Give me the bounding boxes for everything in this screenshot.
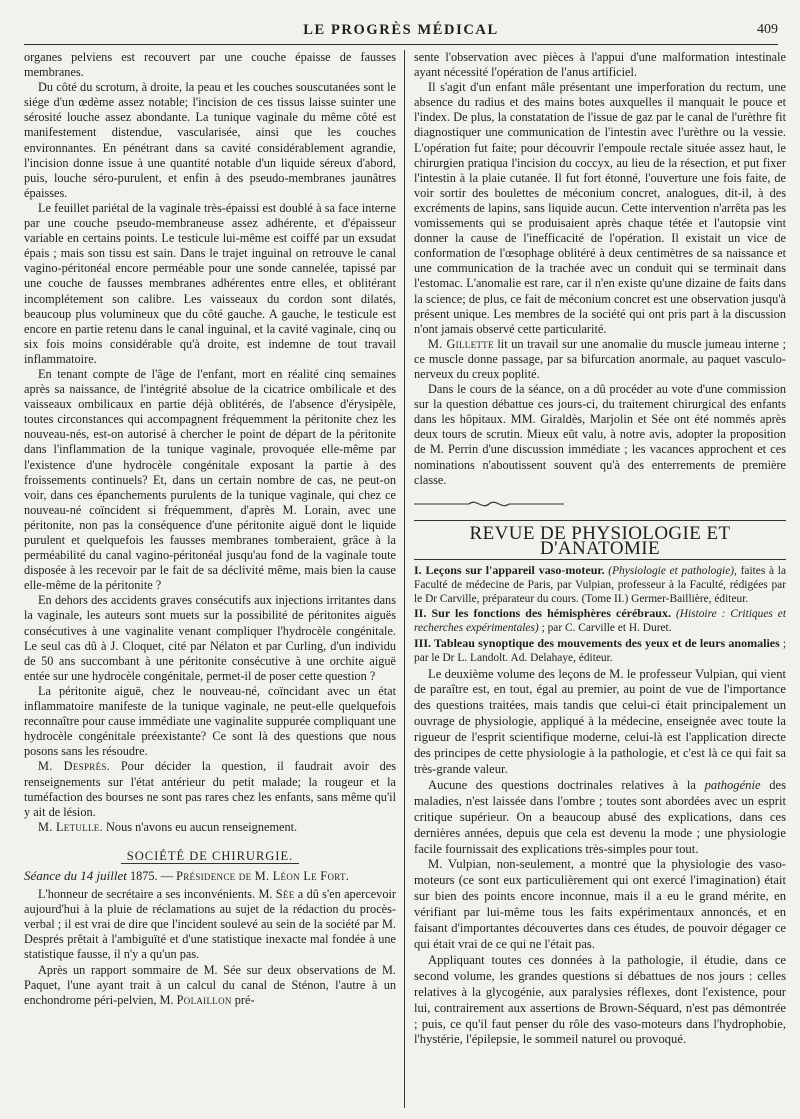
book-subtitle: (Histoire : Critiques et recherches expérimentales) — [414, 608, 786, 635]
paragraph: Le feuillet pariétal de la vaginale très-épaissi est doublé à sa face interne par une couche pseudo-membraneuse assez adhérente, et d'épaisseur variable en certains points. Le testicule lui-même est coiffé par un exsudat épais ; mais son tissu est sain. Dans le trajet inguinal on retrouve le canal vagino-péritonéal encore perméable pour une sonde cannelée, tapissé par une couche de fausses membranes adhérentes entre elles, et oblitérant incomplétement son calibre. Les vaisseaux du cordon sont dilatés, beaucoup plus volumineux que du côté gauche. A gauche, le testicule est encore en partie retenu dans le canal inguinal, et la cavité vaginale, cinq ou six fois moins considérable qu'à droite, est indemne de tout travail inflammatoire. — [24, 200, 396, 366]
paragraph: Appliquant toutes ces données à la pathologie, il étudie, dans ce second volume, les grandes questions si débattues de nos jours : celles relatives à la glycogénie, aux paralysies réflexes, dont l'existence, pour lui, contrairement aux assertions de Brown-Séquard, n'est pas démontrée ; puis, ce qu'il faut penser du rôle des vaso-moteurs dans l'hydrophobie, l'hystérie, l'épilepsie, le sommeil naturel ou provoqué. — [414, 952, 786, 1047]
section-title-text: SOCIÉTÉ DE CHIRURGIE. — [121, 849, 299, 864]
paragraph: La péritonite aiguë, chez le nouveau-né, coïncidant avec un état inflammatoire manifeste de la tunique vaginale, ne peut-elle quelquefois reconnaître pour cause immédiate une vaginalite suppurée compliquant une hydrocèle congénitale préexistante? Ce sont là des questions que nous posons sans les résoudre. — [24, 683, 396, 759]
seance-presidence: Présidence de M. Léon Le Fort. — [176, 868, 350, 883]
paragraph: En dehors des accidents graves consécutifs aux injections irritantes dans la vaginale, les auteurs sont muets sur la possibilité de péritonites aiguës consécutives à une vaginalite venant compliquer l'hydrocèle congénitale. Le seul cas dû à J. Cloquet, cité par Nélaton et par Curling, d'un individu de 50 ans succombant à une péritonite consécutive à une orchite aiguë entée sur une hydrocèle congénitale, permet-il de poser cette question ? — [24, 593, 396, 683]
paragraph: En tenant compte de l'âge de l'enfant, mort en réalité cinq semaines après sa naissance, de l'intégrité absolue de la cicatrice ombilicale et des vaisseaux ombilicaux en partie déjà oblitérés, de l'absence d'érysipèle, toutes circonstances qui accompagnent fréquemment la péritonite chez les nouveau-nés, est-on autorisé à chercher le point de départ de la péritonite dans l'inflammation de la tunique vaginale, provoquée elle-même par l'existence d'une hydrocèle congénitale exposant la partie à des froissements continuels? Et, dans un certain nombre de cas, ne peut-on voir, dans ces épanchements purulents de la tunique vaginale, qui chez ce nouveau-né coïncident si fréquemment, d'après M. Lorain, avec une péritonite, non pas la conséquence d'une péritonite aiguë dont le liquide purulent et quelquefois les fausses membranes tomberaient, grâce à la perméabilité du canal vagino-péritonéal jusqu'au fond de la vaginale toute disposée à les recevoir par le fait de sa déclivité même, mais bien la cause elle-même de la péritonite ? — [24, 366, 396, 593]
page-number: 409 — [757, 22, 778, 37]
decorative-ornament-icon — [414, 498, 564, 510]
book-title: II. Sur les fonctions des hémisphères cérébraux. — [414, 606, 671, 621]
paragraph: organes pelviens est recouvert par une couche épaisse de fausses membranes. — [24, 50, 396, 80]
paragraph: Dans le cours de la séance, on a dû procéder au vote d'une commission sur la question débattue ces jours-ci, du traitement chirurgical des enfants dans les hôpitaux. MM. Giraldès, Marjolin et Sée ont été nommés après deux tours de scrutin. Mieux eût valu, à notre avis, adopter la proposition de M. Perrin d'une discussion immédiate ; les vacances approchent et ces nominations n'aboutissent souvent qu'à des enterrements de première classe. — [414, 382, 786, 487]
speaker-text: Pour décider la question, il faudrait avoir des renseignements sur l'état antérieur du petit malade; la rougeur et la tuméfaction des bourses ne sont pas rares chez les enfants, sans même qu'il y ait de lésion. — [24, 759, 396, 819]
left-column — [24, 50, 396, 1110]
speaker-name: M. Gillette — [428, 336, 494, 351]
paragraph: Du côté du scrotum, à droite, la peau et les couches souscutanées sont le siége d'un œdème assez notable; l'incision de ces tissus laisse suinter une sérosité louche assez abondante. La tunique vaginale du même côté est manifestement distendue, vascularisée, ainsi que les couches environnantes. En pénétrant dans sa cavité considérablement agrandie, l'incision donne issue à une quantité notable d'un liquide séreux d'abord, puis, louche séro-purulent, et enfin à des pseudo-membranes jaunâtres épaisses. — [24, 80, 396, 200]
running-header — [24, 22, 778, 45]
journal-title: LE PROGRÈS MÉDICAL — [303, 22, 499, 38]
speaker-name: M. Després. — [38, 759, 111, 774]
paragraph: Le deuxième volume des leçons de M. le professeur Vulpian, qui vient de paraître est, en tout, égal au premier, au point de vue de l'importance des questions traitées, mais tandis que celui-ci était principalement un ouvrage de physiologie, appliqué à la médecine, enseignée avec toute la rigueur de l'esprit scientifique moderne, celui-là est l'application directe des principes de cette physiologie à la pathologie, et c'est là ce qui fait sa très-grande valeur. — [414, 666, 786, 777]
speaker-name: Polaillon — [176, 992, 232, 1007]
book-details: faites à la Faculté de médecine de Paris, par Vulpian, professeur à la Faculté, rédigées par le Dr Carville, préparateur du cours. (Tome II.) Germer-Baillière, éditeur. — [414, 565, 786, 605]
seance-date: Séance du 14 juillet — [24, 867, 127, 883]
text-run: Après un rapport sommaire de M. Sée sur deux observations de M. Paquet, l'une ayant trait à un calcul du canal de Sténon, l'autre à un enchondrome péri-pelvien, M. — [24, 962, 396, 1007]
paragraph: sente l'observation avec pièces à l'appui d'une malformation intestinale ayant nécessité l'opération de l'anus artificiel. — [414, 50, 786, 80]
paragraph — [414, 337, 786, 382]
paragraph — [24, 759, 396, 819]
text-run: Aucune des questions doctrinales relatives à la — [428, 777, 705, 792]
paragraph: Il s'agit d'un enfant mâle présentant une imperforation du rectum, une absence du radius et des mains botes auxquelles il manquait le pouce et l'index. De plus, la constatation de l'issue de gaz par le canal de l'urèthre fit diagnostiquer une communication de l'intestin avec l'urèthre ou la vessie. L'opération fut faite; pour découvrir l'empoule rectale située assez haut, le chirurgien pratiqua l'incision du coccyx, au lieu de la résection, et put fixer l'intestin à la plaie cutanée. Il fut fort étonné, l'ouverture une fois faite, de voir sortir des boulettes de méconium concret, analogues, dit-il, à des excréments de lapins, sans liquide aucun. Cette intervention n'arrêta pas les vomissements qui se produisaient après chaque tétée et l'autopsie vint donner la cause de l'inefficacité de l'opération. Il existait un vice de conformation de l'œsophage oblitéré à deux centimètres de sa naissance et une communication de la trachée avec un conduit qui se terminait dans l'estomac. L'anomalie est rare, car il n'en existe qu'une dizaine de faits dans la science; de plus, ce fait de méconium concret est une observation jusqu'à présent unique. Les membres de la société qui ont pris part à la discussion n'ont jamais observé cette particularité. — [414, 80, 786, 336]
speaker-text: lit un travail sur une anomalie du muscle jumeau interne ; ce muscle donne passage, par sa bifurcation anormale, au paquet vasculo-nerveux du creux poplité. — [414, 336, 786, 381]
speaker-name: Sée — [275, 887, 295, 902]
book-entry — [414, 637, 786, 666]
text-run: L'honneur de secrétaire a ses inconvénients. M. — [38, 887, 276, 902]
paragraph — [24, 887, 396, 962]
speaker-name: M. Letulle. — [38, 819, 103, 834]
seance-year: 1875. — — [126, 868, 177, 883]
book-details: ; par C. Carville et H. Duret. — [538, 622, 672, 635]
two-column-body — [20, 50, 784, 1110]
book-title: III. Tableau synoptique des mouvements des yeux et de leurs anomalies — [414, 635, 780, 650]
speaker-text: Nous n'avons eu aucun renseignement. — [102, 819, 298, 834]
italic-term: pathogénie — [704, 777, 761, 792]
column-divider — [404, 50, 405, 1108]
paragraph — [414, 778, 786, 858]
book-entry — [414, 607, 786, 636]
book-entry — [414, 564, 786, 606]
seance-line — [24, 868, 396, 884]
book-details: ; par le Dr L. Landolt. Ad. Delahaye, éditeur. — [414, 637, 786, 664]
book-title: I. Leçons sur l'appareil vaso-moteur. — [414, 563, 605, 577]
right-column — [414, 50, 786, 1110]
revue-body — [414, 667, 786, 1049]
paragraph — [24, 963, 396, 1008]
text-run: pré- — [231, 992, 255, 1007]
book-subtitle: (Physiologie et pathologie), — [604, 565, 737, 577]
text-run: des maladies, n'est laissée dans l'ombre ; toutes sont abordées avec un esprit critique supérieur. On a beaucoup abusé des explications, dans ces dernières années, depuis que cela est devenu la mode ; une physiologie facile fournissait des explications très-simples pour tout. — [414, 777, 786, 856]
revue-title: REVUE DE PHYSIOLOGIE ET D'ANATOMIE — [414, 520, 786, 560]
text-run: a dû s'en apercevoir aujourd'hui à la pluie de réclamations au sujet de la rédaction du procès-verbal ; il est vrai de dire que l'incident soulevé au sein de la société par M. Després prêtait à l'ambiguïté et d'une statistique inexacte mal fondée à une statistique fausse, il n'y a qu'un pas. — [24, 887, 396, 962]
paragraph — [24, 820, 396, 835]
paragraph: M. Vulpian, non-seulement, a montré que la physiologie des vaso-moteurs (ce sont eux particulièrement qui ont exercé l'imagination) était sur bien des points encore inconnue, mais il a eu le grand mérite, en vérifiant par lui-même tous les faits expérimentaux annoncés, et en faisant d'importantes découvertes dans ces études, de pouvoir dégager ce qui était vrai de ce qui ne l'était pas. — [414, 857, 786, 951]
section-title — [24, 849, 396, 864]
